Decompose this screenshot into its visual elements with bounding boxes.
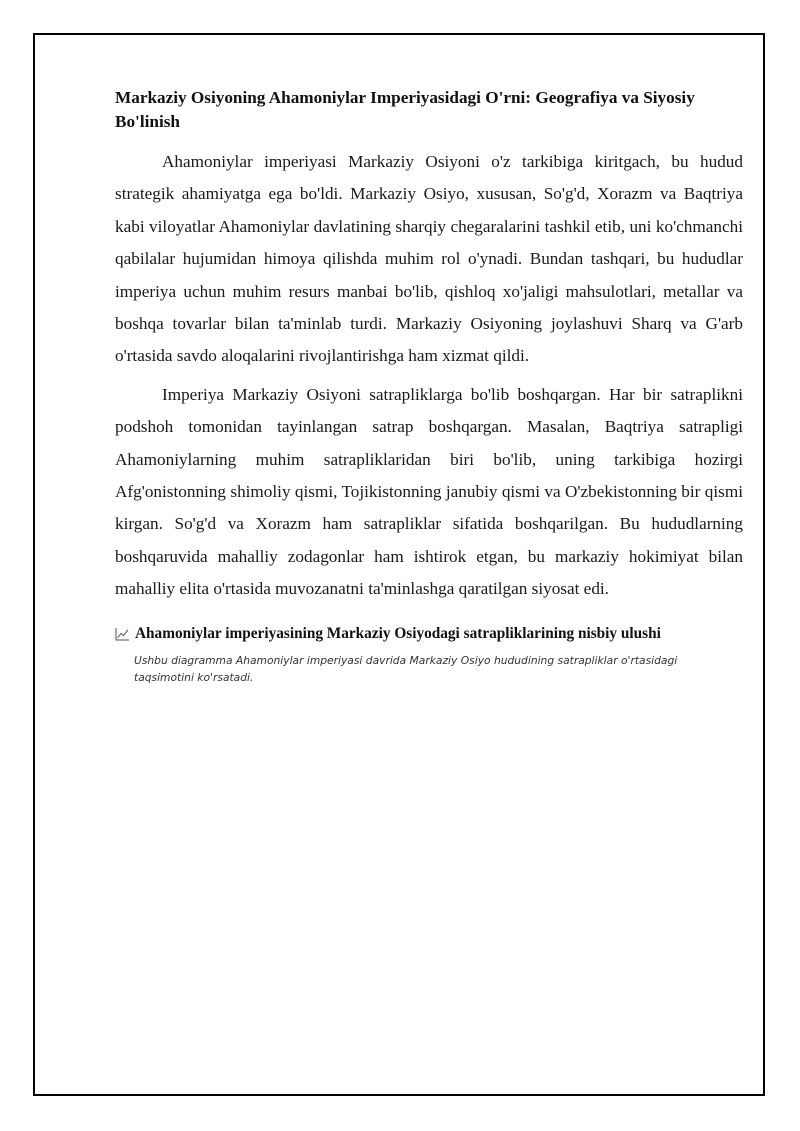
figure-caption: Ushbu diagramma Ahamoniylar imperiyasi davrida Markaziy Osiyo hududining satrapliklar o'rtasidagi taqsimotini ko'rsatadi. [134, 653, 678, 684]
figure-block [115, 624, 743, 686]
paragraph-geography: Ahamoniylar imperiyasi Markaziy Osiyoni o'z tarkibiga kiritgach, bu hudud strategik ahamiyatga ega bo'ldi. Markaziy Osiyo, xususan, So'g'd, Xorazm va Baqtriya kabi viloyatlar Ahamoniylar davlatining sharqiy chegaralarini tashkil etib, uni ko'chmanchi qabilalar hujumidan himoya qilishda muhim rol o'ynadi. Bundan tashqari, bu hududlar imperiya uchun muhim resurs manbai bo'lib, qishloq xo'jaligi mahsulotlari, metallar va boshqa tovarlar bilan ta'minlab turdi. Markaziy Osiyoning joylashuvi Sharq va G'arb o'rtasida savdo aloqalarini rivojlantirishga ham xizmat qildi. [115, 152, 743, 366]
document-body [115, 86, 743, 686]
chart-line-icon [115, 627, 130, 641]
section-heading: Markaziy Osiyoning Ahamoniylar Imperiyasidagi O'rni: Geografiya va Siyosiy Bo'linish [115, 88, 695, 131]
figure-title: Ahamoniylar imperiyasining Markaziy Osiyodagi satrapliklarining nisbiy ulushi [135, 624, 661, 642]
figure-title-row [115, 624, 743, 644]
paragraph-satrapies: Imperiya Markaziy Osiyoni satrapliklarga bo'lib boshqargan. Har bir satraplikni podshoh tomonidan tayinlangan satrap boshqargan. Masalan, Baqtriya satrapligi Ahamoniylarning muhim satrapliklaridan biri bo'lib, uning tarkibiga hozirgi Afg'onistonning shimoliy qismi, Tojikistonning janubiy qismi va O'zbekistonning bir qismi kirgan. So'g'd va Xorazm ham satrapliklar sifatida boshqarilgan. Bu hududlarning boshqaruvida mahalliy zodagonlar ham ishtirok etgan, bu markaziy hokimiyat bilan mahalliy elita o'rtasida muvozanatni ta'minlashga qaratilgan siyosat edi. [115, 384, 743, 599]
